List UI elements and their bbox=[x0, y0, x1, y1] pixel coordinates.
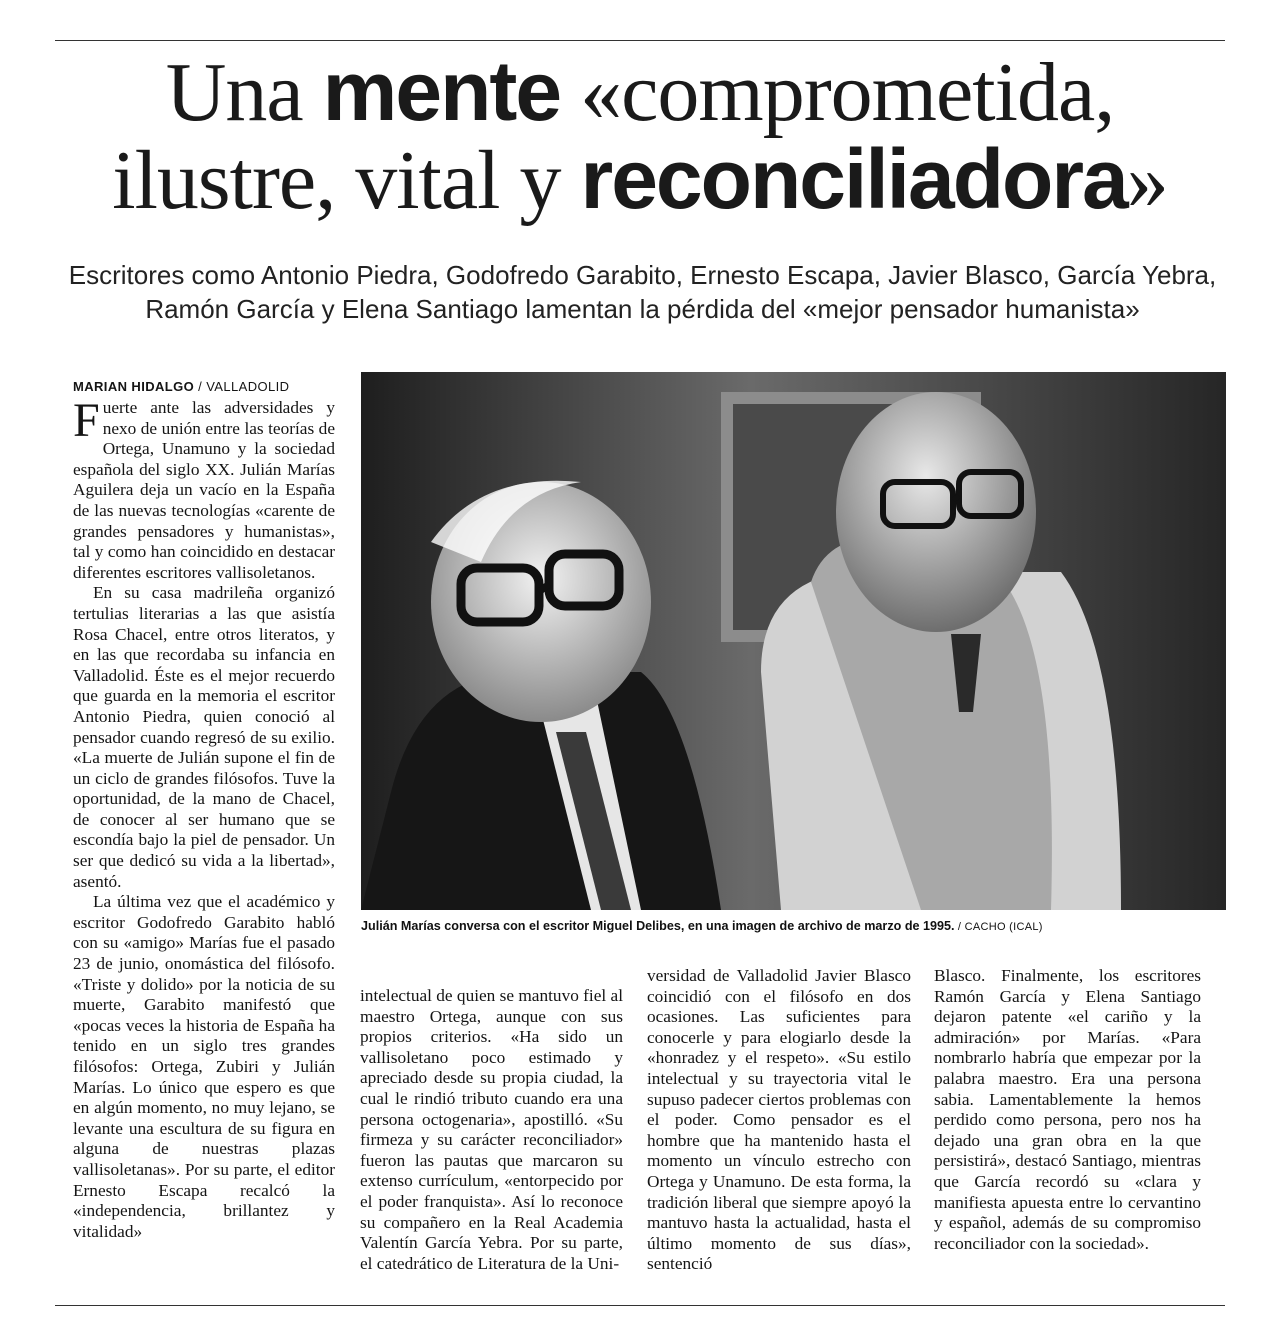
bottom-rule bbox=[55, 1305, 1225, 1306]
paragraph: intelectual de quien se mantuvo fiel al maestro Ortega, aunque con sus propios criterios. «Ha sido un vallisoletano poco estimado y apreciado desde su propia ciudad, la cual le rindió tributo cuando era una persona octogenaria», apostilló. «Su firmeza y su carácter reconciliador» fueron las pautas que marcaron su extenso currículum, «entorpecido por el poder franquista». Así lo reconoce su compañero en la Real Academia Valentín García Yebra. Por su parte, el catedrático de Literatura de la Uni- bbox=[360, 986, 623, 1273]
news-photo bbox=[361, 372, 1226, 910]
article-column-4 bbox=[934, 966, 1201, 1254]
paragraph: Blasco. Finalmente, los escritores Ramón García y Elena Santiago dejaron patente «el cariño y la admiración» por Marías. «Para nombrarlo habría que empezar por la palabra maestro. Era una persona sabia. Lamentablemente la hemos perdido como persona, pero nos ha dejado una gran obra en la que persistirá», destacó Santiago, mientras que García recordó su «clara y manifiesta apuesta entre lo cervantino y español, además de su compromiso reconciliador con la sociedad». bbox=[934, 966, 1201, 1253]
byline-author: MARIAN HIDALGO bbox=[73, 379, 195, 394]
headline-line-1: Una mente «comprometida, bbox=[165, 44, 1115, 139]
paragraph: La última vez que el académico y escritor Godofredo Garabito habló con su «amigo» Marías fue el pasado 23 de junio, onomástica del filósofo. «Triste y dolido» por la noticia de su muerte, Garabito manifestó que «pocas veces la historia de España ha tenido en un siglo tres grandes filósofos: Ortega, Zubiri y Julián Marías. Lo único que espero es que en algún momento, no muy lejano, se levante una escultura de su figura en alguna de nuestras plazas vallisoletanas». Por su parte, el editor Ernesto Escapa recalcó la «independencia, brillantez y vitalidad» bbox=[73, 892, 335, 1241]
caption-text: Julián Marías conversa con el escritor Miguel Delibes, en una imagen de archivo de marzo de 1995. bbox=[361, 919, 955, 933]
photo-illustration bbox=[361, 372, 1226, 910]
headline bbox=[40, 44, 1240, 227]
headline-bold-word: mente bbox=[322, 44, 561, 138]
headline-line-2: ilustre, vital y reconciliadora» bbox=[112, 132, 1168, 227]
top-rule bbox=[55, 40, 1225, 41]
paragraph: versidad de Valladolid Javier Blasco coincidió con el filósofo en dos ocasiones. Las suficientes para conocerle y para elogiarlo desde la «honradez y el respeto». «Su estilo intelectual y su trayectoria vital le supuso padecer ciertos problemas con el poder. Como pensador es el hombre que ha mantenido hasta el momento un vínculo estrecho con Ortega y Unamuno. De esta forma, la tradición liberal que siempre apoyó la mantuvo hasta la actualidad, hasta el último momento de sus días», sentenció bbox=[647, 966, 911, 1274]
byline-place: VALLADOLID bbox=[206, 379, 290, 394]
paragraph: En su casa madrileña organizó tertulias literarias a las que asistía Rosa Chacel, entre otros literatos, y en las que recordaba su infancia en Valladolid. Éste es el mejor recuerdo que guarda en la memoria el escritor Antonio Piedra, quien conoció al pensador cuando regresó de su exilio. «La muerte de Julián supone el fin de un ciclo de grandes filósofos. Tuve la oportunidad, de la mano de Chacel, de conocer al ser humano que se escondía bajo la piel de pensador. Un ser que dedicó su vida a la libertad», asentó. bbox=[73, 583, 335, 891]
subheadline: Escritores como Antonio Piedra, Godofredo Garabito, Ernesto Escapa, Javier Blasco, García Yebra, Ramón García y Elena Santiago lamentan la pérdida del «mejor pensador humanista» bbox=[68, 260, 1217, 324]
photo-credit: / CACHO (ICAL) bbox=[954, 921, 1043, 933]
byline: MARIAN HIDALGO / VALLADOLID bbox=[73, 379, 290, 394]
article-column-1 bbox=[73, 378, 335, 1242]
paragraph: Fuerte ante las adversidades y nexo de unión entre las teorías de Ortega, Unamuno y la sociedad española del siglo XX. Julián Marías Aguilera deja un vacío en la España de las nuevas tecnologías «carente de grandes pensadores y humanistas», tal y como han coincidido en destacar diferentes escritores vallisoletanos. bbox=[73, 394, 335, 582]
photo-caption bbox=[361, 918, 1221, 935]
article-column-3 bbox=[647, 966, 911, 1275]
article-column-2 bbox=[360, 986, 623, 1274]
drop-cap: F bbox=[73, 394, 100, 447]
headline-bold-word: reconciliadora bbox=[580, 132, 1127, 226]
